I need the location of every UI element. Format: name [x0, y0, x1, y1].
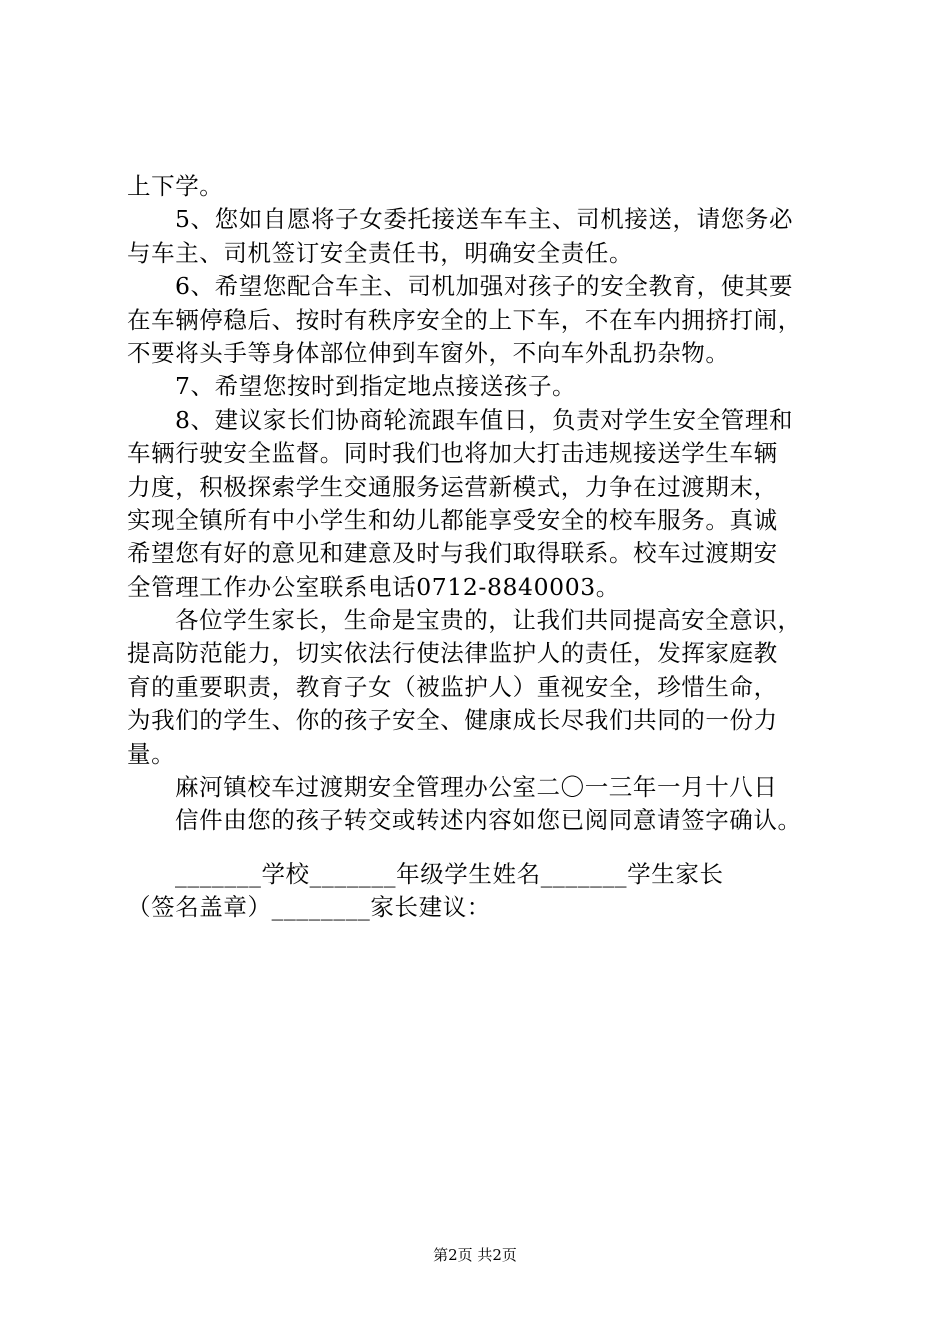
text-line: 提高防范能力，切实依法行使法律监护人的责任，发挥家庭教 — [127, 639, 778, 668]
text-line: 实现全镇所有中小学生和幼儿都能享受安全的校车服务。真诚 — [127, 505, 778, 534]
text-line: 与车主、司机签订安全责任书，明确安全责任。 — [127, 238, 634, 267]
text-line: 育的重要职责，教育子女（被监护人）重视安全，珍惜生命， — [127, 672, 778, 701]
text-line: 各位学生家长，生命是宝贵的，让我们共同提高安全意识， — [175, 606, 802, 635]
text-line: 力度，积极探索学生交通服务运营新模式，力争在过渡期末， — [127, 472, 778, 501]
text-line: 5、您如自愿将子女委托接送车车主、司机接送，请您务必 — [175, 205, 794, 234]
signature-form-line: （签名盖章）________家长建议： — [127, 893, 491, 922]
document-body — [127, 170, 833, 925]
text-line: 8、建议家长们协商轮流跟车值日，负责对学生安全管理和 — [175, 405, 794, 434]
signature-office-date: 麻河镇校车过渡期安全管理办公室二〇一三年一月十八日 — [175, 773, 778, 802]
text-line: 希望您有好的意见和建意及时与我们取得联系。校车过渡期安 — [127, 539, 778, 568]
text-line: 不要将头手等身体部位伸到车窗外，不向车外乱扔杂物。 — [127, 338, 730, 367]
spacer — [127, 838, 833, 858]
page-footer: 第2页 共2页 — [433, 1246, 517, 1264]
text-line: 7、希望您按时到指定地点接送孩子。 — [175, 372, 577, 401]
signature-instruction: 信件由您的孩子转交或转述内容如您已阅同意请签字确认。 — [175, 806, 802, 835]
signature-form-line: _______学校_______年级学生姓名_______学生家长 — [175, 859, 724, 888]
text-line: 量。 — [127, 739, 176, 768]
text-line: 全管理工作办公室联系电话0712-8840003。 — [127, 572, 620, 601]
text-line: 车辆行驶安全监督。同时我们也将加大打击违规接送学生车辆 — [127, 439, 778, 468]
text-line: 6、希望您配合车主、司机加强对孩子的安全教育，使其要 — [175, 272, 794, 301]
text-line: 在车辆停稳后、按时有秩序安全的上下车，不在车内拥挤打闹， — [127, 305, 802, 334]
text-line: 为我们的学生、你的孩子安全、健康成长尽我们共同的一份力 — [127, 706, 778, 735]
text-line: 上下学。 — [127, 172, 224, 200]
